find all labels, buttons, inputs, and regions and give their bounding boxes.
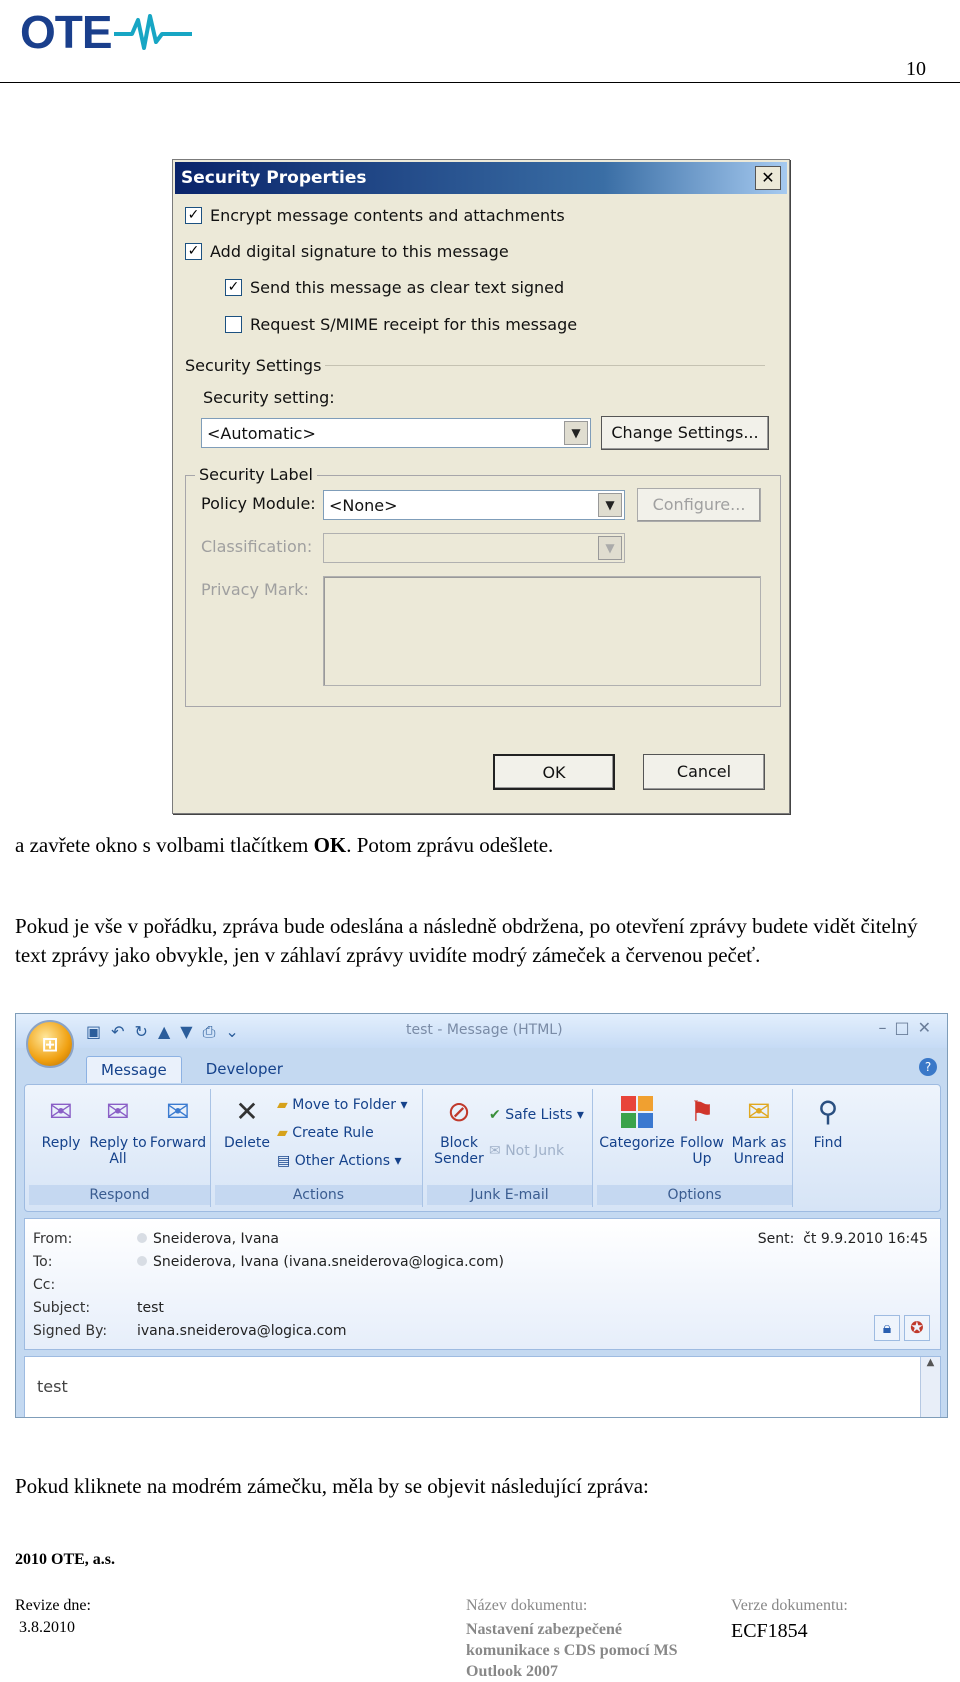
quick-access-toolbar bbox=[86, 1022, 239, 1042]
group-label: Respond bbox=[29, 1185, 210, 1205]
dropdown-arrow-icon[interactable]: ▼ bbox=[598, 536, 622, 560]
save-icon[interactable]: ▣ bbox=[86, 1022, 102, 1041]
block-sender-button[interactable] bbox=[431, 1095, 487, 1167]
not-junk-label: Not Junk bbox=[505, 1143, 565, 1159]
folder-icon: ▰ bbox=[277, 1097, 288, 1113]
paragraph-lock-click: Pokud kliknete na modrém zámečku, měla by se objevit následující zpráva: bbox=[15, 1474, 649, 1498]
footer-revision-label: Revize dne: bbox=[15, 1597, 91, 1614]
footer-revision-value: 3.8.2010 bbox=[19, 1619, 75, 1636]
up-arrow-icon[interactable]: ▲ bbox=[157, 1022, 171, 1041]
instruction-text bbox=[15, 831, 553, 860]
configure-button[interactable]: Configure... bbox=[637, 488, 761, 522]
red-seal-icon[interactable]: ✪ bbox=[904, 1315, 930, 1341]
checkbox-label: Add digital signature to this message bbox=[210, 242, 509, 261]
sent-value: čt 9.9.2010 16:45 bbox=[803, 1231, 928, 1247]
blue-lock-icon[interactable]: 🔒︎ bbox=[874, 1315, 900, 1341]
dialog-title: Security Properties bbox=[175, 162, 787, 194]
tab-developer[interactable]: Developer bbox=[205, 1060, 283, 1078]
group-actions bbox=[215, 1089, 423, 1207]
security-label-header: Security Label bbox=[195, 465, 317, 484]
cc-label: Cc: bbox=[33, 1277, 56, 1293]
reply-all-icon: ✉ bbox=[106, 1095, 130, 1128]
reply-all-button[interactable] bbox=[89, 1095, 147, 1167]
select-value: <None> bbox=[329, 496, 398, 515]
print-preview-icon[interactable]: ⎙ bbox=[202, 1022, 216, 1041]
classification-label: Classification: bbox=[201, 537, 313, 556]
reply-icon: ✉ bbox=[49, 1095, 73, 1128]
reply-button[interactable] bbox=[35, 1095, 87, 1151]
ok-button[interactable]: OK bbox=[493, 754, 615, 790]
customize-icon[interactable]: ⌄ bbox=[225, 1022, 239, 1041]
reply-all-label: Reply to All bbox=[89, 1135, 147, 1167]
safe-lists-label: Safe Lists bbox=[505, 1107, 573, 1123]
move-to-folder-label: Move to Folder bbox=[292, 1097, 396, 1113]
security-setting-label: Security setting: bbox=[203, 388, 335, 407]
checkbox-label: Request S/MIME receipt for this message bbox=[250, 315, 578, 334]
from-row bbox=[33, 1231, 279, 1247]
delete-icon: ✕ bbox=[235, 1095, 259, 1128]
from-label: From: bbox=[33, 1231, 73, 1247]
forward-label: Forward bbox=[149, 1135, 207, 1151]
not-junk-icon: ✉ bbox=[489, 1143, 501, 1159]
footer-docname-label: Název dokumentu: bbox=[466, 1597, 588, 1614]
instruction-bold: OK bbox=[313, 833, 347, 857]
security-setting-select[interactable] bbox=[201, 418, 591, 448]
cc-row bbox=[33, 1277, 137, 1293]
rule-icon: ▰ bbox=[277, 1125, 288, 1141]
signed-by-row bbox=[33, 1323, 347, 1339]
find-button[interactable] bbox=[801, 1095, 855, 1151]
group-label: Junk E-mail bbox=[427, 1185, 592, 1205]
footer-version-label: Verze dokumentu: bbox=[731, 1597, 848, 1614]
to-value[interactable]: Sneiderova, Ivana (ivana.sneiderova@logica.com) bbox=[153, 1254, 504, 1270]
window-controls bbox=[878, 1018, 939, 1037]
other-actions-icon: ▤ bbox=[277, 1153, 291, 1169]
create-rule-button[interactable] bbox=[277, 1125, 374, 1141]
checkbox-label: Encrypt message contents and attachments bbox=[210, 206, 565, 225]
checkbox-unchecked-icon bbox=[225, 316, 242, 333]
safe-lists-button[interactable]: ✔ Safe Lists ▾ bbox=[489, 1107, 584, 1123]
policy-module-select[interactable] bbox=[323, 490, 625, 520]
redo-icon[interactable]: ↻ bbox=[134, 1022, 148, 1041]
subject-value: test bbox=[137, 1300, 164, 1316]
follow-up-label: Follow Up bbox=[680, 1135, 724, 1167]
close-button[interactable]: ✕ bbox=[755, 166, 781, 190]
categorize-icon bbox=[620, 1095, 654, 1129]
minimize-icon[interactable]: – bbox=[878, 1018, 895, 1037]
office-logo-icon: ⊞ bbox=[41, 1032, 59, 1056]
message-body bbox=[24, 1356, 941, 1418]
person-icon bbox=[137, 1233, 147, 1243]
group-junk-email bbox=[427, 1089, 593, 1207]
group-find bbox=[797, 1089, 859, 1207]
flag-icon: ⚑ bbox=[689, 1095, 715, 1128]
ote-logo bbox=[20, 6, 192, 58]
footer-version-value: ECF1854 bbox=[731, 1620, 808, 1642]
classification-select[interactable] bbox=[323, 533, 625, 563]
follow-up-button[interactable] bbox=[675, 1095, 729, 1167]
dropdown-arrow-icon[interactable]: ▼ bbox=[598, 493, 622, 517]
footer-company: 2010 OTE, a.s. bbox=[15, 1551, 116, 1568]
reply-label: Reply bbox=[41, 1135, 81, 1151]
help-icon[interactable]: ? bbox=[919, 1058, 937, 1076]
checkbox-checked-icon: ✓ bbox=[185, 207, 202, 224]
other-actions-label: Other Actions bbox=[294, 1153, 391, 1169]
safe-lists-icon: ✔ bbox=[489, 1107, 501, 1123]
change-settings-button[interactable]: Change Settings... bbox=[601, 416, 769, 450]
header-divider bbox=[0, 82, 960, 83]
forward-icon: ✉ bbox=[166, 1095, 190, 1128]
sent-row bbox=[758, 1231, 928, 1247]
privacy-mark-field[interactable] bbox=[323, 576, 761, 686]
categorize-button[interactable] bbox=[599, 1095, 675, 1151]
paragraph-success: Pokud je vše v pořádku, zpráva bude odeslána a následně obdržena, po otevření zprávy budete vidět čitelný text zprávy jako obvykle, jen v záhlaví zprávy uvidíte modrý zámeček a červenou pečeť. bbox=[15, 914, 918, 967]
window-title: test - Message (HTML) bbox=[406, 1022, 563, 1038]
body-text: test bbox=[37, 1377, 68, 1396]
group-label: Actions bbox=[215, 1185, 422, 1205]
smime-receipt-checkbox[interactable] bbox=[225, 315, 577, 334]
sent-label: Sent: bbox=[757, 1231, 795, 1247]
cancel-button[interactable]: Cancel bbox=[643, 754, 765, 790]
block-sender-icon: ⊘ bbox=[447, 1095, 471, 1128]
outlook-message-window bbox=[15, 1013, 948, 1418]
subject-label: Subject: bbox=[33, 1300, 91, 1316]
footer-docname-value: Nastavení zabezpečené komunikace s CDS pomocí MS Outlook 2007 bbox=[466, 1621, 678, 1680]
encrypt-checkbox[interactable] bbox=[185, 206, 565, 225]
office-button[interactable] bbox=[26, 1020, 74, 1068]
mark-unread-label: Mark as Unread bbox=[731, 1135, 787, 1167]
tab-message[interactable]: Message bbox=[86, 1056, 182, 1083]
checkbox-checked-icon: ✓ bbox=[225, 279, 242, 296]
security-settings-header: Security Settings bbox=[185, 356, 322, 375]
clear-text-signed-checkbox[interactable] bbox=[225, 278, 564, 297]
person-icon bbox=[137, 1256, 147, 1266]
message-header bbox=[24, 1218, 941, 1350]
dropdown-arrow-icon[interactable]: ▼ bbox=[564, 421, 588, 445]
forward-button[interactable] bbox=[147, 1095, 209, 1151]
move-to-folder-button[interactable]: ▰ Move to Folder ▾ bbox=[277, 1097, 408, 1113]
instruction-suffix: . Potom zprávu odešlete. bbox=[346, 833, 554, 857]
group-label: Options bbox=[597, 1185, 792, 1205]
other-actions-button[interactable]: ▤ Other Actions ▾ bbox=[277, 1153, 402, 1169]
privacy-mark-label: Privacy Mark: bbox=[201, 580, 309, 599]
checkbox-checked-icon: ✓ bbox=[185, 243, 202, 260]
binoculars-icon: ⚲ bbox=[817, 1095, 839, 1128]
policy-module-label: Policy Module: bbox=[201, 494, 316, 513]
find-label: Find bbox=[813, 1135, 843, 1151]
instruction-prefix: a zavřete okno s volbami tlačítkem bbox=[15, 833, 314, 857]
section-divider bbox=[325, 365, 765, 366]
group-options bbox=[597, 1089, 793, 1207]
categorize-label: Categorize bbox=[599, 1135, 675, 1151]
ribbon bbox=[24, 1084, 941, 1212]
delete-label: Delete bbox=[224, 1135, 270, 1151]
delete-button[interactable] bbox=[221, 1095, 273, 1151]
signed-by-value: ivana.sneiderova@logica.com bbox=[137, 1323, 347, 1339]
signed-by-label: Signed By: bbox=[33, 1323, 108, 1339]
vertical-scrollbar[interactable]: ▲ bbox=[920, 1357, 940, 1418]
create-rule-label: Create Rule bbox=[292, 1125, 374, 1141]
checkbox-label: Send this message as clear text signed bbox=[250, 278, 565, 297]
security-properties-dialog bbox=[172, 159, 790, 814]
mark-unread-icon: ✉ bbox=[747, 1095, 771, 1128]
undo-icon[interactable]: ↶ bbox=[111, 1022, 125, 1041]
pulse-logo-icon bbox=[114, 12, 192, 52]
group-respond bbox=[29, 1089, 211, 1207]
logo-text: OTE bbox=[20, 6, 112, 58]
select-value: <Automatic> bbox=[207, 424, 316, 443]
from-value[interactable]: Sneiderova, Ivana bbox=[153, 1231, 279, 1247]
mark-unread-button[interactable] bbox=[729, 1095, 789, 1167]
to-label: To: bbox=[33, 1254, 53, 1270]
subject-row bbox=[33, 1300, 164, 1316]
close-icon[interactable]: ✕ bbox=[917, 1018, 939, 1037]
maximize-icon[interactable]: □ bbox=[894, 1018, 918, 1037]
page-number: 10 bbox=[906, 58, 926, 80]
digital-signature-checkbox[interactable] bbox=[185, 242, 509, 261]
to-row bbox=[33, 1254, 504, 1270]
ribbon-tabs bbox=[86, 1056, 297, 1083]
block-sender-label: Block Sender bbox=[434, 1135, 484, 1167]
security-icons bbox=[874, 1315, 930, 1341]
down-arrow-icon[interactable]: ▼ bbox=[180, 1022, 193, 1041]
not-junk-button[interactable] bbox=[489, 1143, 564, 1159]
